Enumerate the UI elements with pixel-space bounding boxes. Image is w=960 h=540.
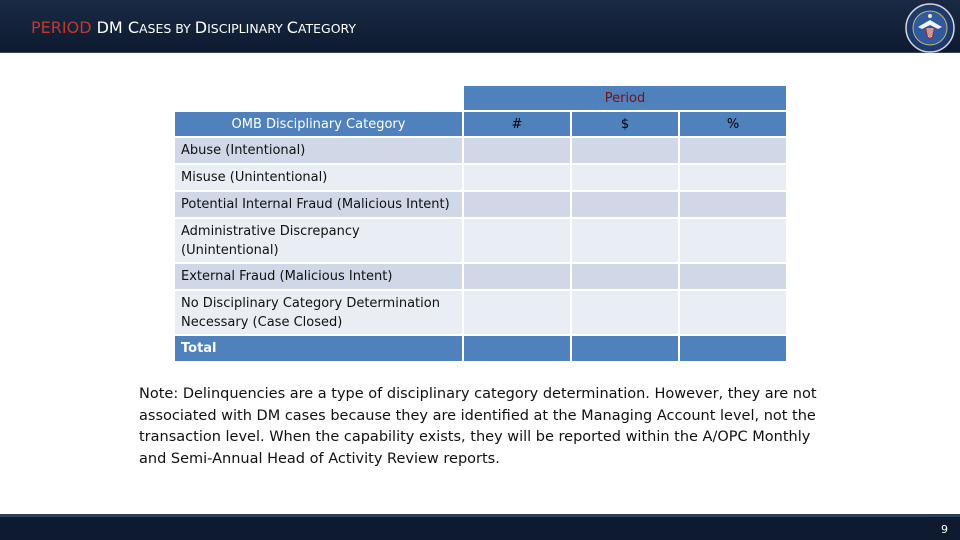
amount-cell xyxy=(572,264,678,289)
table-row xyxy=(175,138,786,163)
percent-column-header: % xyxy=(680,112,786,136)
category-cell: No Disciplinary Category Determination Necessary (Case Closed) xyxy=(175,291,462,334)
count-cell xyxy=(464,219,570,262)
slide-header xyxy=(0,0,960,53)
amount-cell xyxy=(572,138,678,163)
count-cell xyxy=(464,138,570,163)
period-group-header: Period xyxy=(464,86,786,110)
amount-cell xyxy=(572,165,678,190)
count-cell xyxy=(464,291,570,334)
table-row xyxy=(175,291,786,334)
category-cell: Misuse (Unintentional) xyxy=(175,165,462,190)
table-row xyxy=(175,165,786,190)
amount-cell xyxy=(572,192,678,217)
amount-cell xyxy=(572,291,678,334)
category-column-header: OMB Disciplinary Category xyxy=(175,112,462,136)
count-cell xyxy=(464,264,570,289)
table-corner-empty xyxy=(175,86,462,110)
percent-cell xyxy=(680,264,786,289)
slide-title: PERIOD DM CASES BY DISCIPLINARY CATEGORY xyxy=(31,18,357,37)
percent-cell xyxy=(680,165,786,190)
table-row xyxy=(175,219,786,262)
table-row xyxy=(175,192,786,217)
disciplinary-category-table xyxy=(173,84,788,363)
total-count-cell xyxy=(464,336,570,361)
category-cell: External Fraud (Malicious Intent) xyxy=(175,264,462,289)
percent-cell xyxy=(680,138,786,163)
total-label: Total xyxy=(175,336,462,361)
count-cell xyxy=(464,165,570,190)
table-row xyxy=(175,264,786,289)
percent-cell xyxy=(680,219,786,262)
count-column-header: # xyxy=(464,112,570,136)
category-cell: Abuse (Intentional) xyxy=(175,138,462,163)
slide-footer xyxy=(0,514,960,540)
category-cell: Potential Internal Fraud (Malicious Intent) xyxy=(175,192,462,217)
percent-cell xyxy=(680,291,786,334)
delinquency-note: Note: Delinquencies are a type of disciplinary category determination. However, they are not associated with DM cases because they are identified at the Managing Account level, not the transaction level. When the capability exists, they will be reported within the A/OPC Monthly and Semi-Annual Head of Activity Review reports. xyxy=(139,386,817,467)
total-row xyxy=(175,336,786,361)
total-amount-cell xyxy=(572,336,678,361)
department-of-defense-seal-icon xyxy=(905,3,955,53)
count-cell xyxy=(464,192,570,217)
percent-cell xyxy=(680,192,786,217)
amount-cell xyxy=(572,219,678,262)
category-cell: Administrative Discrepancy (Unintentional) xyxy=(175,219,462,262)
amount-column-header: $ xyxy=(572,112,678,136)
page-number: 9 xyxy=(941,523,948,536)
total-percent-cell xyxy=(680,336,786,361)
